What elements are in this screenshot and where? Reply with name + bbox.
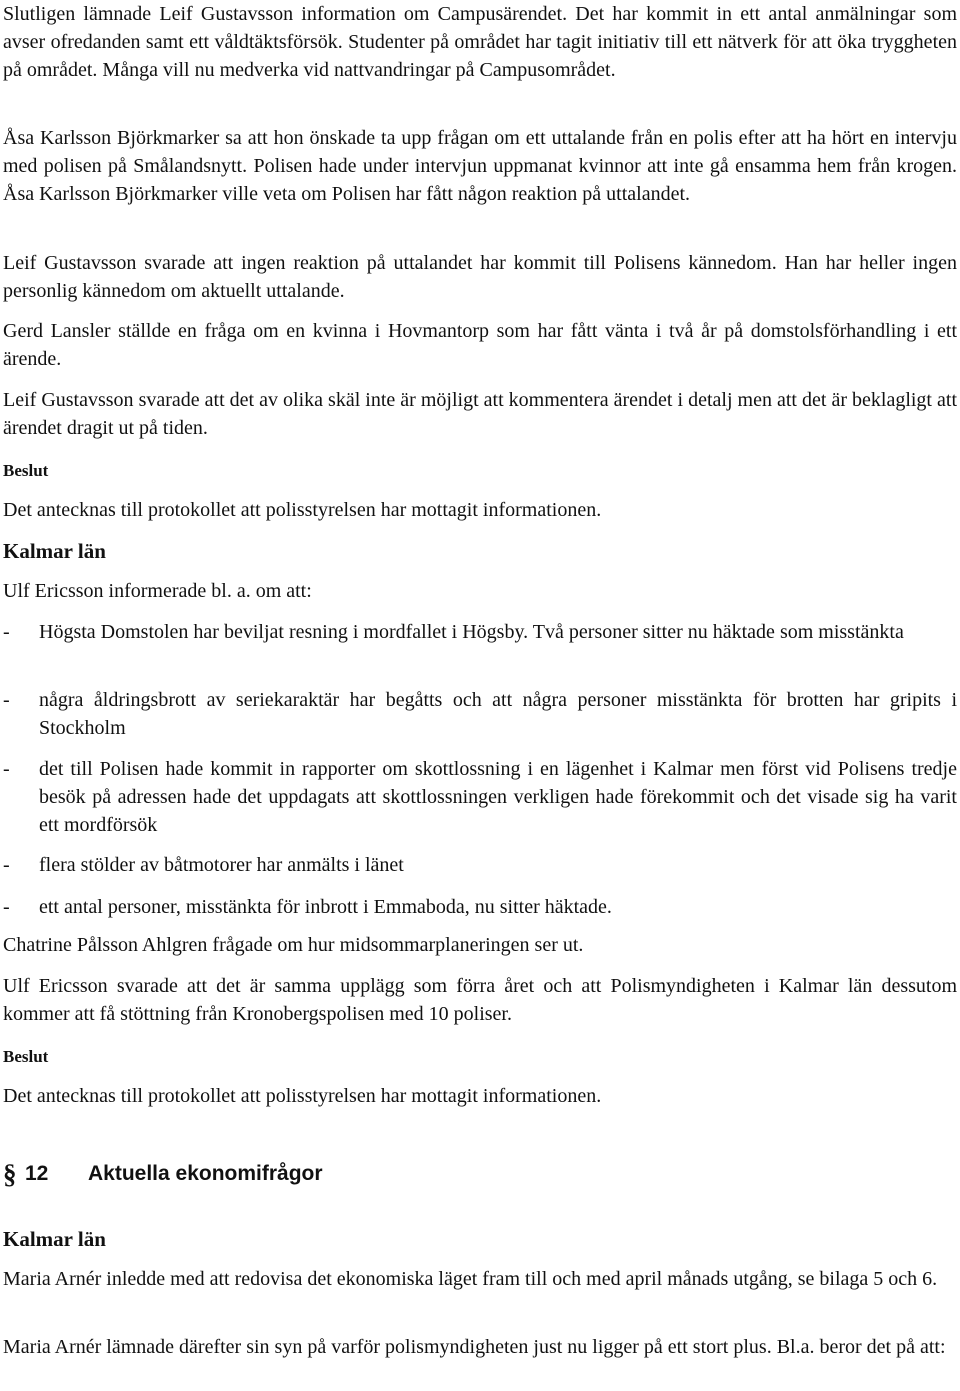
list-item-text: Högsta Domstolen har beviljat resning i mordfallet i Högsby. Två personer sitter nu häktade som misstänkta xyxy=(39,621,904,643)
list-dash: - xyxy=(3,854,10,876)
paragraph-ericsson-informed: Ulf Ericsson informerade bl. a. om att: xyxy=(3,580,312,602)
beslut-label: Beslut xyxy=(3,1047,49,1066)
list-item-text: ett antal personer, misstänkta för inbrott i Emmaboda, nu sitter häktade. xyxy=(39,896,612,918)
paragraph-ahlgren-question: Chatrine Pålsson Ahlgren frågade om hur midsommarplaneringen ser ut. xyxy=(3,934,584,956)
paragraph-ericsson-reply: Ulf Ericsson svarade att det är samma upplägg som förra året och att Polismyndigheten i Kalmar län dessutom kommer att få stöttning från Kronobergspolisen med 10 poliser. xyxy=(3,975,957,1025)
list-dash: - xyxy=(3,758,10,780)
list-item-text: några åldringsbrott av seriekaraktär har begåtts och att några personer misstänkta för brotten har gripits i Stockholm xyxy=(39,689,957,739)
kalmar-lan-heading: Kalmar län xyxy=(3,1227,106,1251)
list-item-text: flera stölder av båtmotorer har anmälts i länet xyxy=(39,854,404,876)
paragraph-bjorkmarker-question: Åsa Karlsson Björkmarker sa att hon önskade ta upp frågan om ett uttalande från en polis efter att ha hört en intervju med polisen på Smålandsnytt. Polisen hade under intervjun uppmanat kvinnor att inte gå ensamma hem från krogen. Åsa Karlsson Björkmarker ville veta om Polisen har fått någon reaktion på uttalandet. xyxy=(3,127,957,205)
list-item xyxy=(3,686,957,742)
paragraph-arner-economy: Maria Arnér inledde med att redovisa det ekonomiska läget fram till och med april månads utgång, se bilaga 5 och 6. xyxy=(3,1268,938,1290)
section-symbol: § xyxy=(3,1158,17,1189)
list-item-text: det till Polisen hade kommit in rapporter om skottlossning i en lägenhet i Kalmar men först vid Polisens tredje besök på adressen hade det uppdagats att skottlossningen verkligen hade förekommit och det visade sig ha varit ett mordförsök xyxy=(39,758,957,836)
section-title: Aktuella ekonomifrågor xyxy=(88,1162,323,1185)
list-item xyxy=(3,851,957,879)
kalmar-lan-heading: Kalmar län xyxy=(3,539,106,563)
paragraph-arner-view: Maria Arnér lämnade därefter sin syn på varför polismyndigheten just nu ligger på ett stort plus. Bl.a. beror det på att: xyxy=(3,1336,946,1358)
list-dash: - xyxy=(3,896,10,918)
section-heading xyxy=(3,1157,323,1191)
paragraph-gustavsson-reply-2: Leif Gustavsson svarade att det av olika skäl inte är möjligt att kommentera ärendet i detalj men att det är beklagligt att ärendet dragit ut på tiden. xyxy=(3,389,957,439)
beslut-text: Det antecknas till protokollet att polisstyrelsen har mottagit informationen. xyxy=(3,1085,602,1107)
paragraph-campus-information: Slutligen lämnade Leif Gustavsson information om Campusärendet. Det har kommit in ett antal anmälningar som avser ofredanden samt ett våldtäktsförsök. Studenter på området har tagit initiativ till ett nätverk för att öka tryggheten på området. Många vill nu medverka vid nattvandringar på Campusområdet. xyxy=(3,3,957,81)
paragraph-lansler-question: Gerd Lansler ställde en fråga om en kvinna i Hovmantorp som har fått vänta i två år på domstolsförhandling i ett ärende. xyxy=(3,320,957,370)
beslut-label: Beslut xyxy=(3,461,49,480)
list-dash: - xyxy=(3,689,10,711)
list-item xyxy=(3,893,957,921)
beslut-text: Det antecknas till protokollet att polisstyrelsen har mottagit informationen. xyxy=(3,499,602,521)
list-item xyxy=(3,755,957,839)
list-item xyxy=(3,618,957,646)
paragraph-gustavsson-reply-1: Leif Gustavsson svarade att ingen reaktion på uttalandet har kommit till Polisens kännedom. Han har heller ingen personlig kännedom om aktuellt uttalande. xyxy=(3,252,957,302)
section-number: 12 xyxy=(25,1162,49,1185)
list-dash: - xyxy=(3,621,10,643)
